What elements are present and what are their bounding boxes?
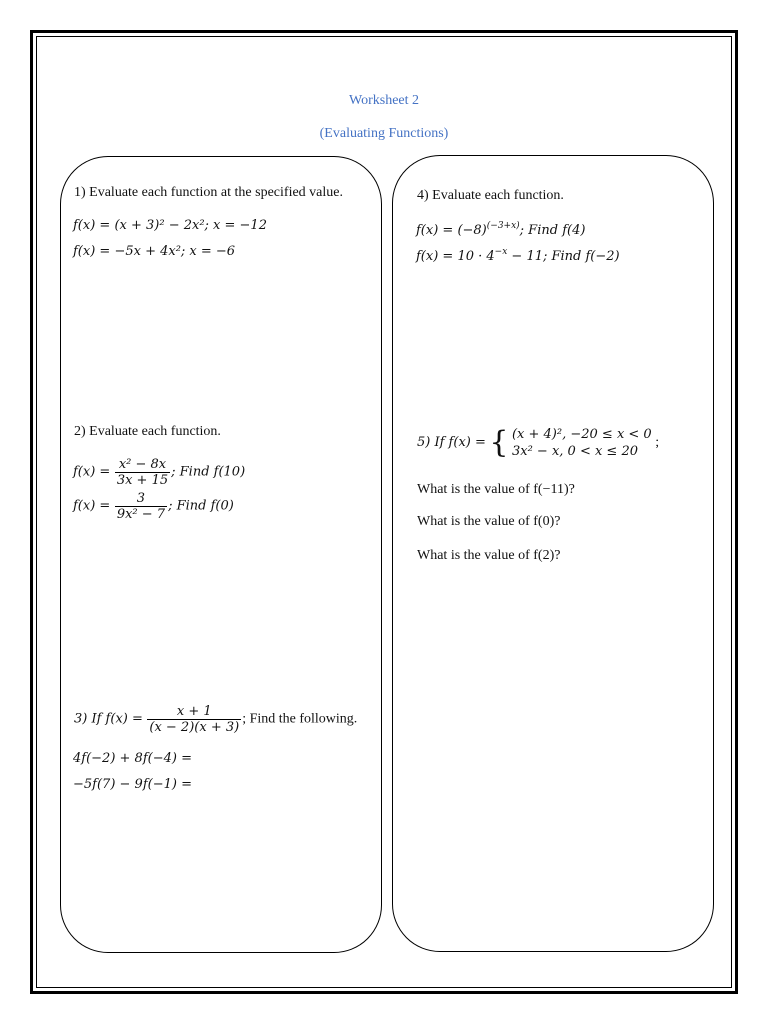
q5-question-2: What is the value of f(0)?	[417, 514, 561, 529]
q5-piecewise	[489, 426, 651, 460]
q3-prompt-post: ; Find the following.	[242, 711, 358, 727]
left-brace-icon: {	[489, 425, 509, 460]
q2-equation-2	[73, 492, 234, 521]
q2-eq1-denominator: 3x + 15	[116, 473, 169, 488]
q2-eq1-rest: ; Find f(10)	[171, 464, 246, 480]
q1-equation-2: f(x) = −5x + 4x²; x = −6	[73, 244, 236, 259]
q1-prompt: 1) Evaluate each function at the specified value.	[74, 185, 343, 200]
q1-equation-1: f(x) = (x + 3)² − 2x²; x = −12	[73, 218, 267, 233]
q3-equation-1: 4f(−2) + 8f(−4) =	[73, 751, 192, 766]
q2-eq1-lhs: f(x) =	[73, 464, 111, 480]
worksheet-title: Worksheet 2	[348, 93, 420, 108]
q3-prompt	[74, 705, 357, 734]
q4-prompt: 4) Evaluate each function.	[417, 188, 564, 203]
q5-case-1: (x + 4)², −20 ≤ x < 0	[511, 427, 652, 442]
q2-prompt: 2) Evaluate each function.	[74, 424, 221, 439]
q3-numerator: x + 1	[147, 705, 241, 720]
q2-eq2-numerator: 3	[115, 492, 167, 507]
q3-equation-2: −5f(7) − 9f(−1) =	[73, 777, 192, 792]
q5-case-2: 3x² − x, 0 < x ≤ 20	[511, 444, 638, 459]
q2-eq1-numerator: x² − 8x	[115, 458, 170, 473]
worksheet-subtitle: (Evaluating Functions)	[319, 126, 449, 141]
q2-eq2-denominator: 9x² − 7	[116, 507, 166, 522]
q5-prompt-pre: 5) If f(x) =	[417, 435, 486, 451]
q2-eq2-rest: ; Find f(0)	[168, 498, 234, 514]
q3-prompt-pre: 3) If f(x) =	[74, 711, 143, 727]
q5-prompt-post: ;	[655, 435, 660, 451]
q3-denominator: (x − 2)(x + 3)	[149, 720, 240, 735]
q2-eq1-fraction	[115, 458, 170, 487]
q4-equation-1: $f(x) = (-8)^{(-3+x)}$; Find f(4)	[416, 221, 586, 238]
q5-prompt	[417, 426, 659, 460]
q3-fraction	[147, 705, 241, 734]
q2-eq2-lhs: f(x) =	[73, 498, 111, 514]
q5-question-1: What is the value of f(−11)?	[417, 482, 575, 497]
q4-equation-2: $f(x) = 10 \cdot 4^{-x} - 11$; Find f(−2)	[416, 247, 620, 264]
left-panel	[60, 156, 382, 953]
q5-question-3: What is the value of f(2)?	[417, 548, 561, 563]
q5-cases	[512, 426, 652, 460]
q2-eq2-fraction	[115, 492, 167, 521]
q2-equation-1	[73, 458, 245, 487]
